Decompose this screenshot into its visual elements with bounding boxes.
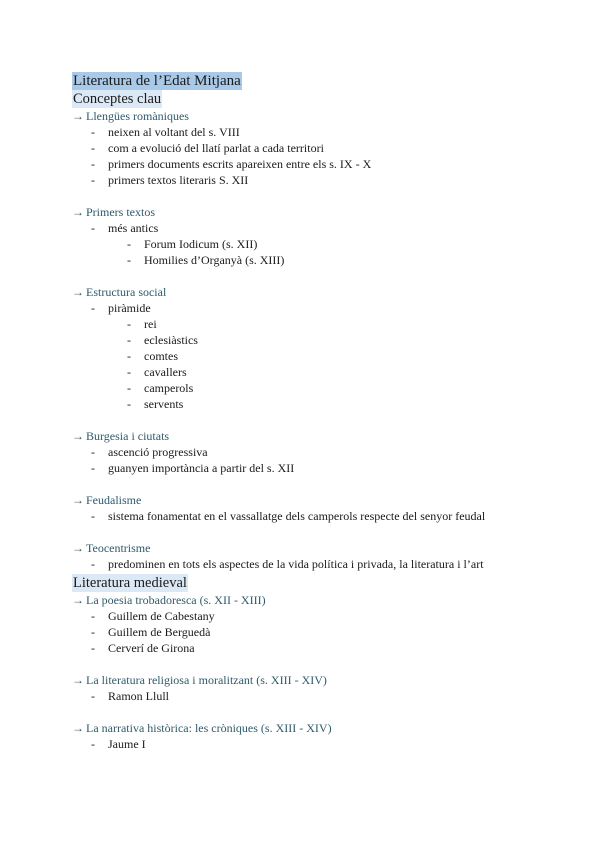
sub-list-item-text: Homilies d’Organyà (s. XIII) — [144, 253, 285, 267]
topic-heading — [72, 204, 572, 220]
bullet-dash: - — [91, 445, 95, 459]
list-item-text: Guillem de Cabestany — [108, 609, 215, 623]
list-item — [72, 124, 572, 140]
bullet-dash: - — [91, 689, 95, 703]
sub-list-item-text: servents — [144, 397, 184, 411]
sub-list-item-text: eclesiàstics — [144, 333, 198, 347]
bullet-dash: - — [127, 253, 131, 267]
topic-heading — [72, 592, 572, 608]
list-item — [72, 444, 572, 460]
bullet-dash: - — [91, 625, 95, 639]
topic-label: Primers textos — [86, 205, 155, 219]
bullet-dash: - — [91, 609, 95, 623]
list-item-text: Cerverí de Girona — [108, 641, 195, 655]
sub-list-item-text: Forum Iodicum (s. XII) — [144, 237, 258, 251]
list-item-text: Ramon Llull — [108, 689, 169, 703]
list-item-text: piràmide — [108, 301, 151, 315]
bullet-dash: - — [91, 221, 95, 235]
list-item-text: guanyen importància a partir del s. XII — [108, 461, 295, 475]
bullet-dash: - — [91, 509, 95, 523]
list-item — [72, 508, 572, 524]
topic-label: Teocentrisme — [86, 541, 151, 555]
topic-label: Burgesia i ciutats — [86, 429, 170, 443]
topic-label: La narrativa històrica: les cròniques (s. XIII - XIV) — [86, 721, 332, 735]
list-item-text: neixen al voltant del s. VIII — [108, 125, 240, 139]
sub-list-item — [72, 364, 572, 380]
bullet-dash: - — [91, 557, 95, 571]
sub-list-item-text: rei — [144, 317, 157, 331]
sub-list-item-text: cavallers — [144, 365, 187, 379]
spacer — [72, 704, 572, 720]
section-heading-concepts: Conceptes clau — [73, 91, 162, 107]
arrow-icon: → — [72, 721, 84, 735]
bullet-dash: - — [91, 737, 95, 751]
bullet-dash: - — [91, 125, 95, 139]
bullet-dash: - — [127, 317, 131, 331]
sub-list-item-text: comtes — [144, 349, 178, 363]
bullet-dash: - — [91, 141, 95, 155]
list-item — [72, 140, 572, 156]
spacer — [72, 524, 572, 540]
sub-list-item-text: camperols — [144, 381, 194, 395]
topic-heading — [72, 108, 572, 124]
sub-list-item — [72, 396, 572, 412]
list-item-text: més antics — [108, 221, 159, 235]
section-heading-literature: Literatura medieval — [73, 575, 187, 591]
sub-list-item — [72, 316, 572, 332]
arrow-icon: → — [72, 493, 84, 507]
spacer — [72, 656, 572, 672]
arrow-icon: → — [72, 593, 84, 607]
topic-label: Llengües romàniques — [86, 109, 189, 123]
sub-list-item — [72, 332, 572, 348]
list-item-text: ascenció progressiva — [108, 445, 208, 459]
topic-label: La literatura religiosa i moralitzant (s. XIII - XIV) — [86, 673, 327, 687]
spacer — [72, 476, 572, 492]
bullet-dash: - — [127, 349, 131, 363]
spacer — [72, 188, 572, 204]
section-concepts — [72, 108, 572, 572]
list-item — [72, 640, 572, 656]
bullet-dash: - — [127, 397, 131, 411]
section-literature — [72, 592, 572, 752]
list-item-text: sistema fonamentat en el vassallatge dels camperols respecte del senyor feudal — [108, 509, 486, 523]
arrow-icon: → — [72, 109, 84, 123]
list-item — [72, 556, 572, 572]
bullet-dash: - — [91, 157, 95, 171]
topic-label: Estructura social — [86, 285, 167, 299]
list-item-text: Guillem de Berguedà — [108, 625, 211, 639]
spacer — [72, 412, 572, 428]
list-item — [72, 156, 572, 172]
topic-heading — [72, 284, 572, 300]
bullet-dash: - — [127, 333, 131, 347]
bullet-dash: - — [127, 237, 131, 251]
list-item — [72, 300, 572, 316]
sub-list-item — [72, 348, 572, 364]
bullet-dash: - — [91, 301, 95, 315]
list-item-text: com a evolució del llatí parlat a cada territori — [108, 141, 324, 155]
arrow-icon: → — [72, 673, 84, 687]
topic-label: Feudalisme — [86, 493, 142, 507]
bullet-dash: - — [127, 365, 131, 379]
list-item-text: predominen en tots els aspectes de la vida política i privada, la literatura i l’art — [108, 557, 484, 571]
list-item-text: Jaume I — [108, 737, 146, 751]
list-item-text: primers textos literaris S. XII — [108, 173, 249, 187]
bullet-dash: - — [91, 461, 95, 475]
list-item — [72, 460, 572, 476]
list-item — [72, 220, 572, 236]
arrow-icon: → — [72, 541, 84, 555]
sub-list-item — [72, 252, 572, 268]
sub-list-item — [72, 380, 572, 396]
arrow-icon: → — [72, 205, 84, 219]
list-item — [72, 172, 572, 188]
document-title: Literatura de l’Edat Mitjana — [73, 73, 241, 89]
topic-heading — [72, 492, 572, 508]
sub-list-item — [72, 236, 572, 252]
list-item — [72, 688, 572, 704]
topic-heading — [72, 720, 572, 736]
arrow-icon: → — [72, 429, 84, 443]
bullet-dash: - — [91, 173, 95, 187]
list-item-text: primers documents escrits apareixen entre els s. IX - X — [108, 157, 372, 171]
list-item — [72, 624, 572, 640]
bullet-dash: - — [127, 381, 131, 395]
topic-heading — [72, 428, 572, 444]
bullet-dash: - — [91, 641, 95, 655]
topic-heading — [72, 672, 572, 688]
arrow-icon: → — [72, 285, 84, 299]
topic-heading — [72, 540, 572, 556]
document-page — [72, 72, 572, 752]
list-item — [72, 736, 572, 752]
topic-label: La poesia trobadoresca (s. XII - XIII) — [86, 593, 266, 607]
list-item — [72, 608, 572, 624]
spacer — [72, 268, 572, 284]
